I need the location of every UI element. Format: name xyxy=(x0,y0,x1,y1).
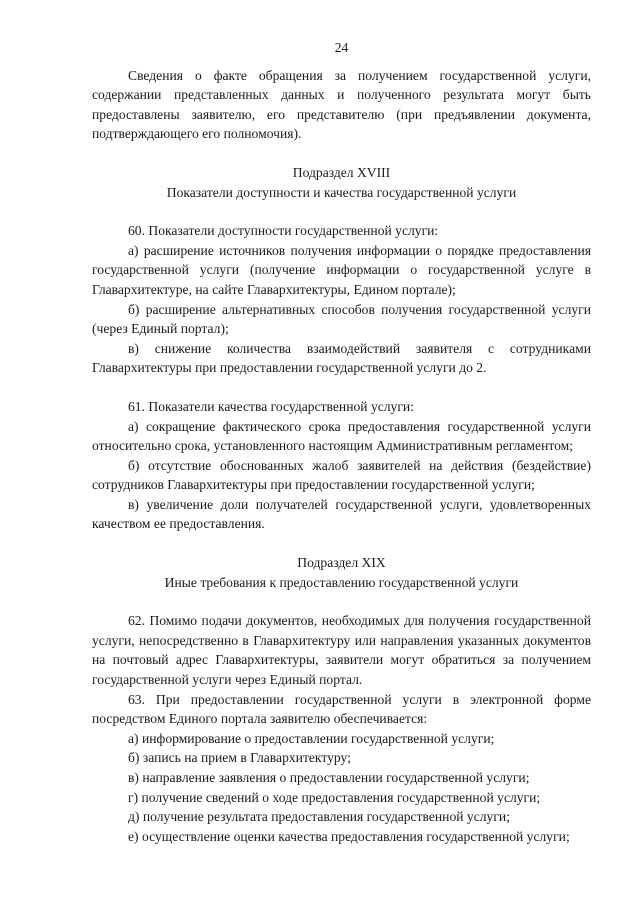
item-60-a: а) расширение источников получения информации о порядке предоставления государственной услуги (получение информации о государственной услуге в Главархитектуре, на сайте Главархитектуры, Едином портале); xyxy=(92,242,591,297)
item-60-heading: 60. Показатели доступности государственной услуги: xyxy=(128,223,439,239)
spacer xyxy=(92,378,591,397)
item-63-b: б) запись на прием в Главархитектуру; xyxy=(128,750,351,766)
item-61-b: б) отсутствие обоснованных жалоб заявителей на действия (бездействие) сотрудников Главархитектуры при предоставлении государственной услуги; xyxy=(92,457,591,493)
intro-paragraph: Сведения о факте обращения за получением государственной услуги, содержании представленных данных и полученного результата могут быть предоставлены заявителю, его представителю (при предъявлении документа, подтверждающего его полномочия). xyxy=(92,67,591,142)
subsection-19-subtitle: Иные требования к предоставлению государственной услуги xyxy=(164,574,519,590)
item-60-c: в) снижение количества взаимодействий заявителя с сотрудниками Главархитектуры при предоставлении государственной услуги до 2. xyxy=(92,340,591,376)
item-63-a: а) информирование о предоставлении государственной услуги; xyxy=(128,730,495,746)
item-63-heading: 63. При предоставлении государственной услуги в электронной форме посредством Единого портала заявителю обеспечивается: xyxy=(92,691,591,727)
spacer xyxy=(92,592,591,611)
subsection-19-title: Подраздел XIX xyxy=(297,555,386,571)
subsection-18-title: Подраздел XVIII xyxy=(292,164,391,180)
item-63-f: е) осуществление оценки качества предоставления государственной услуги; xyxy=(128,828,570,844)
item-63-d: г) получение сведений о ходе предоставления государственной услуги; xyxy=(128,789,541,805)
page-number: 24 xyxy=(334,40,349,55)
item-61-a: а) сокращение фактического срока предоставления государственной услуги относительно срока, установленного настоящим Административным регламентом; xyxy=(92,418,591,454)
document-page xyxy=(92,38,591,846)
spacer xyxy=(92,202,591,221)
item-61-c: в) увеличение доли получателей государственной услуги, удовлетворенных качеством ее предоставления. xyxy=(92,496,591,532)
item-62: 62. Помимо подачи документов, необходимых для получения государственной услуги, непосредственно в Главархитектуру или направления указанных документов на почтовый адрес Главархитектуры, заявители могут обратиться за получением государственной услуги через Единый портал. xyxy=(92,613,591,688)
spacer xyxy=(92,534,591,553)
spacer xyxy=(92,144,591,163)
subsection-18-subtitle: Показатели доступности и качества государственной услуги xyxy=(166,184,517,200)
item-60-b: б) расширение альтернативных способов получения государственной услуги (через Единый портал); xyxy=(92,301,591,337)
item-61-heading: 61. Показатели качества государственной услуги: xyxy=(128,398,414,414)
item-63-c: в) направление заявления о предоставлении государственной услуги; xyxy=(128,770,530,785)
item-63-e: д) получение результата предоставления государственной услуги; xyxy=(128,809,510,825)
